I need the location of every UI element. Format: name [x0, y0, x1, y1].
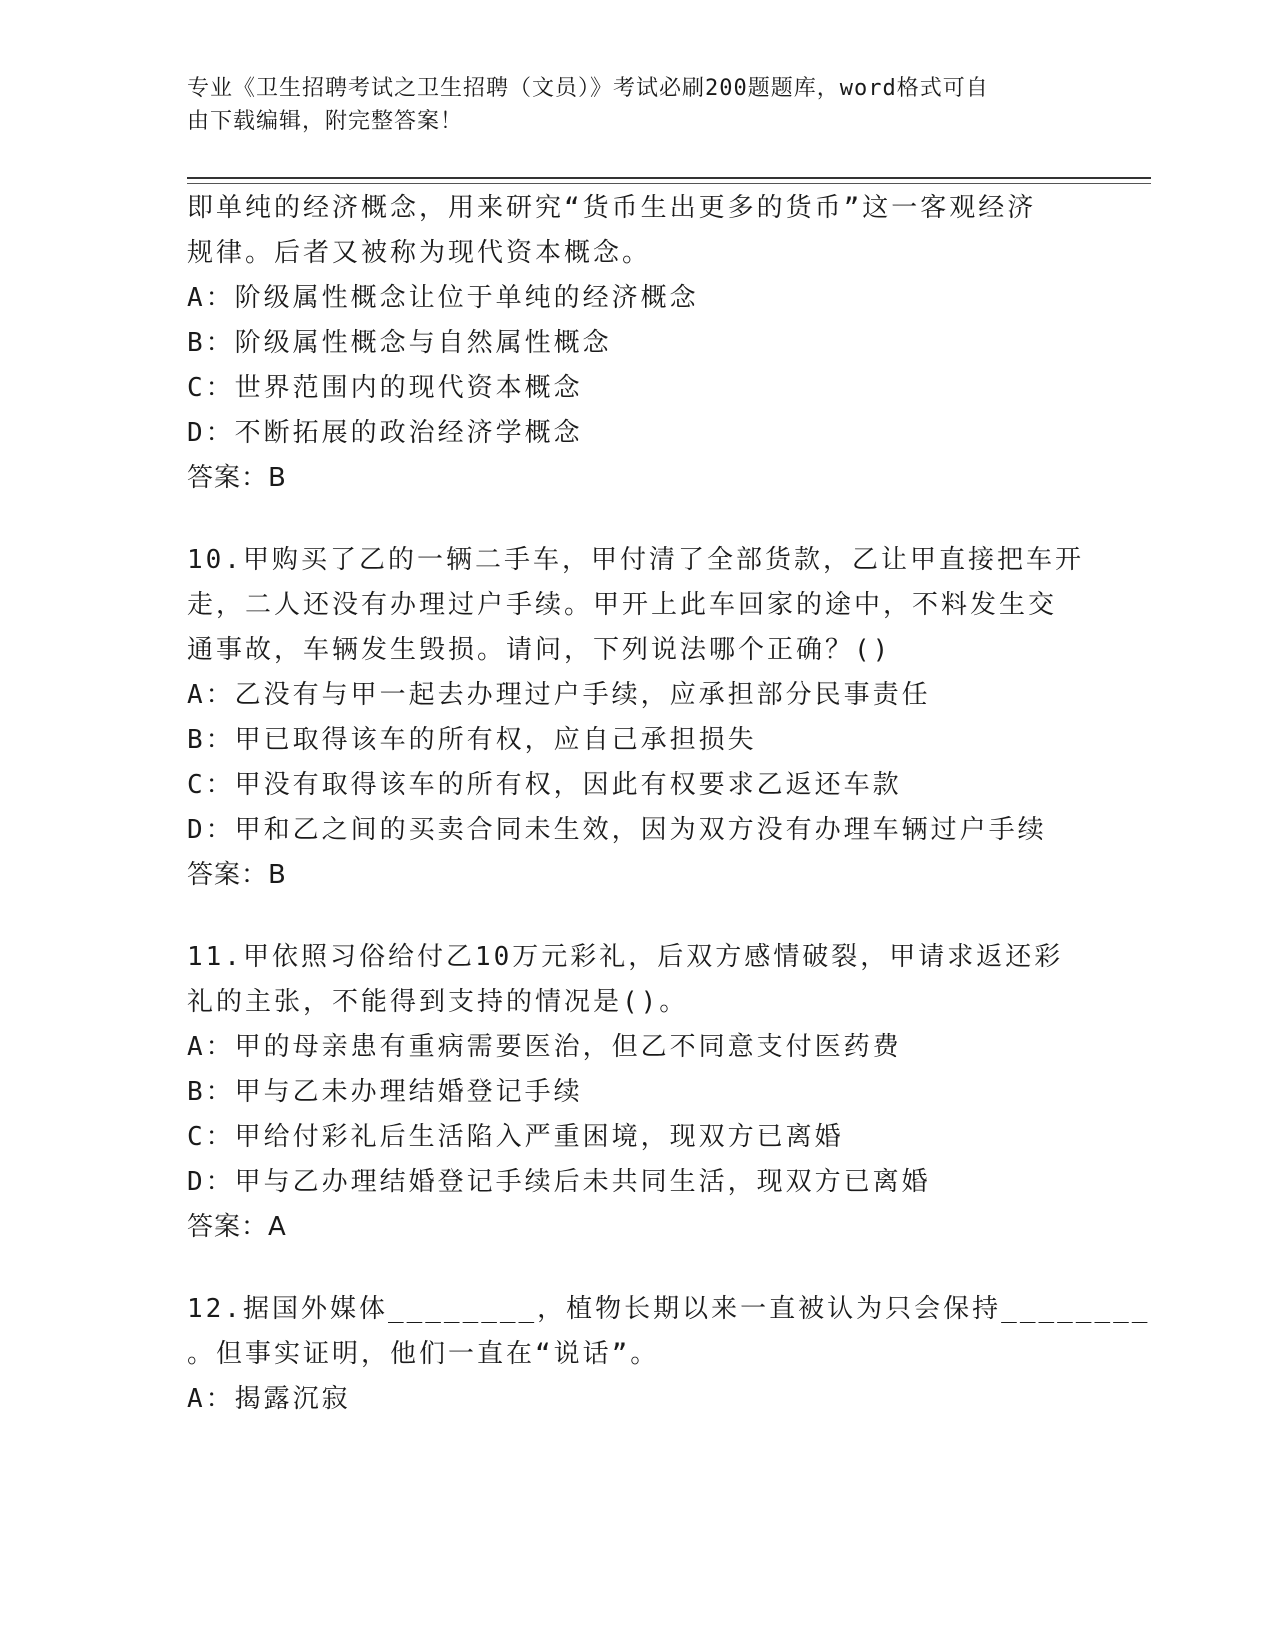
question-stem-line: 礼的主张，不能得到支持的情况是()。: [187, 987, 689, 1017]
question-9: [187, 186, 1087, 501]
option-c: C：甲没有取得该车的所有权，因此有权要求乙返还车款: [187, 770, 902, 800]
question-spacer: [187, 501, 1087, 538]
question-stem-line: 11.甲依照习俗给付乙10万元彩礼，后双方感情破裂，甲请求返还彩: [187, 942, 1064, 972]
option-a: A：乙没有与甲一起去办理过户手续，应承担部分民事责任: [187, 680, 931, 710]
option-d: D：甲与乙办理结婚登记手续后未共同生活，现双方已离婚: [187, 1167, 931, 1197]
question-10: [187, 538, 1087, 898]
question-spacer: [187, 1250, 1087, 1287]
option-a: A：甲的母亲患有重病需要医治，但乙不同意支付医药费: [187, 1032, 902, 1062]
question-stem-line: 10.甲购买了乙的一辆二手车，甲付清了全部货款，乙让甲直接把车开: [187, 545, 1084, 575]
option-a: A：阶级属性概念让位于单纯的经济概念: [187, 283, 699, 313]
option-b: B：甲与乙未办理结婚登记手续: [187, 1077, 583, 1107]
option-d: D：不断拓展的政治经济学概念: [187, 418, 583, 448]
question-stem-line: 12.据国外媒体________，植物长期以来一直被认为只会保持________: [187, 1294, 1151, 1324]
question-stem-line: 规律。后者又被称为现代资本概念。: [187, 238, 652, 268]
question-12: [187, 1287, 1151, 1422]
header-divider-thick: [187, 177, 1151, 179]
option-a: A：揭露沉寂: [187, 1384, 351, 1414]
header-divider-thin: [187, 183, 1151, 184]
question-spacer: [187, 898, 1087, 935]
option-b: B：阶级属性概念与自然属性概念: [187, 328, 612, 358]
header-title-line-1: 专业《卫生招聘考试之卫生招聘（文员）》考试必刷200题题库，word格式可自: [187, 76, 989, 101]
question-11: [187, 935, 1087, 1250]
document-header: [187, 72, 1067, 138]
option-c: C：甲给付彩礼后生活陷入严重困境，现双方已离婚: [187, 1122, 844, 1152]
question-stem-line: 通事故，车辆发生毁损。请问，下列说法哪个正确？(): [187, 635, 892, 665]
question-stem-line: 走，二人还没有办理过户手续。甲开上此车回家的途中，不料发生交: [187, 590, 1058, 620]
question-stem-line: 即单纯的经济概念，用来研究“货币生出更多的货币”这一客观经济: [187, 193, 1037, 223]
answer-line: 答案：A: [187, 1212, 287, 1242]
question-list: [187, 186, 1151, 1422]
answer-line: 答案：B: [187, 463, 287, 493]
answer-line: 答案：B: [187, 860, 287, 890]
option-c: C：世界范围内的现代资本概念: [187, 373, 583, 403]
option-d: D：甲和乙之间的买卖合同未生效，因为双方没有办理车辆过户手续: [187, 815, 1047, 845]
option-b: B：甲已取得该车的所有权，应自己承担损失: [187, 725, 757, 755]
question-stem-line: 。但事实证明，他们一直在“说话”。: [187, 1339, 660, 1369]
header-title-line-2: 由下载编辑，附完整答案！: [187, 109, 464, 134]
